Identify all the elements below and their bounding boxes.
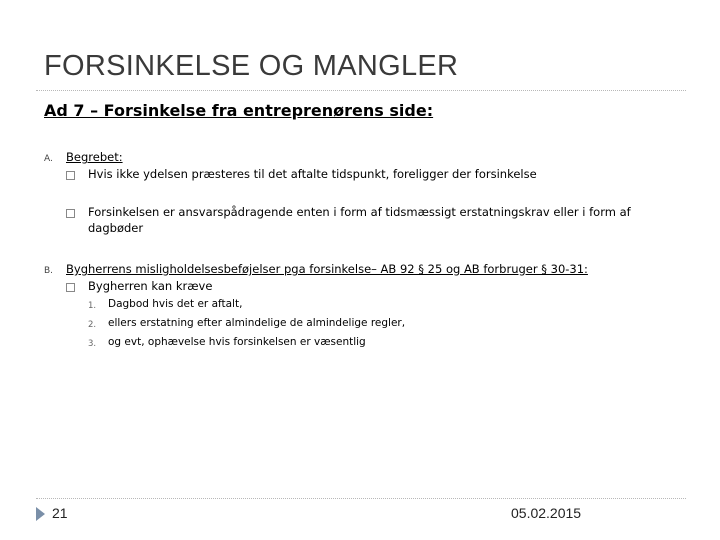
- bullet-text: Hvis ikke ydelsen præsteres til det aftalte tidspunkt, foreligger der forsinkelse: [88, 167, 537, 181]
- section-heading: Begrebet:: [66, 150, 123, 164]
- title-divider: [36, 90, 686, 91]
- square-bullet-icon: [66, 283, 75, 292]
- footer-divider: [36, 498, 686, 499]
- slide-title: FORSINKELSE OG MANGLER: [44, 50, 459, 82]
- list-item: ellers erstatning efter almindelige de almindelige regler,: [108, 317, 406, 329]
- section-marker: A.: [44, 154, 53, 164]
- slide-subtitle: Ad 7 – Forsinkelse fra entreprenørens side:: [44, 101, 434, 120]
- section-marker: B.: [44, 266, 54, 276]
- square-bullet-icon: [66, 171, 75, 180]
- list-number: 3.: [88, 339, 97, 349]
- slide-date: 05.02.2015: [511, 505, 582, 521]
- list-item: Dagbod hvis det er aftalt,: [108, 298, 243, 310]
- bullet-text: Forsinkelsen er ansvarspådragende enten i form af tidsmæssigt erstatningskrav eller i form af dagbøder: [88, 205, 631, 235]
- list-number: 2.: [88, 320, 97, 330]
- arrow-right-icon: [36, 507, 45, 521]
- list-number: 1.: [88, 301, 97, 311]
- list-item: og evt, ophævelse hvis forsinkelsen er væsentlig: [108, 336, 366, 348]
- section-heading: Bygherrens misligholdelsesbeføjelser pga forsinkelse– AB 92 § 25 og AB forbruger § 30-31:: [66, 262, 588, 276]
- page-number: 21: [52, 505, 68, 521]
- square-bullet-icon: [66, 209, 75, 218]
- bullet-text: Bygherren kan kræve: [88, 279, 213, 293]
